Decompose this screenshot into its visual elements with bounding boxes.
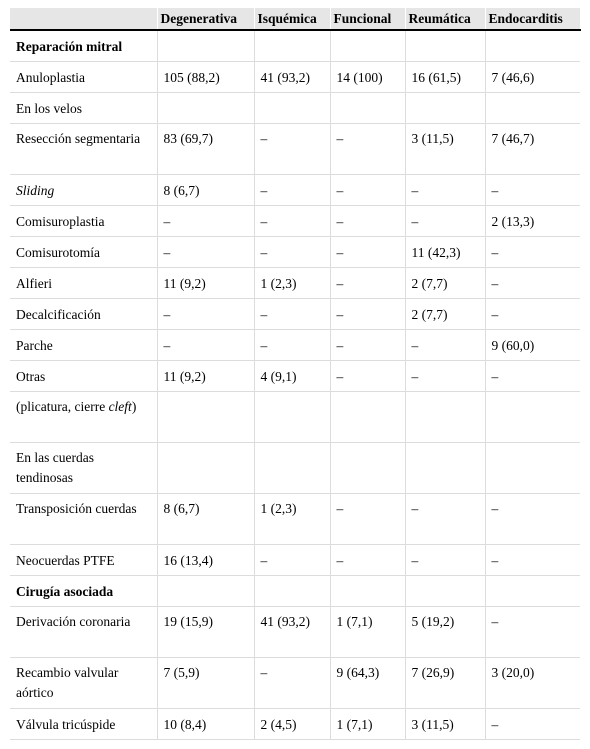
table-cell [330,93,405,124]
table-cell: 10 (8,4) [157,709,254,740]
row-label-italic: cleft [108,399,132,414]
table-cell: – [330,361,405,392]
row-label: Otras [10,361,157,392]
table-cell: 41 (93,2) [254,607,330,658]
table-row [10,124,580,175]
table-cell: 3 (11,5) [405,709,485,740]
table-row [10,494,580,545]
table-row [10,62,580,93]
header-row [10,8,580,30]
table-cell: – [405,361,485,392]
row-label: Decalcificación [10,299,157,330]
table-cell: – [157,206,254,237]
table-row [10,607,580,658]
table-cell: – [330,175,405,206]
table-cell: 1 (7,1) [330,709,405,740]
table-cell: – [254,175,330,206]
table-cell: – [405,545,485,576]
table-row [10,443,580,494]
row-label-text: (plicatura, cierre [16,399,109,414]
row-label: Anuloplastia [10,62,157,93]
table-cell [254,443,330,494]
row-label: Sliding [10,175,157,206]
table-cell: – [330,545,405,576]
table-cell: 9 (60,0) [485,330,580,361]
row-label: Derivación coronaria [10,607,157,658]
table-cell: 9 (64,3) [330,658,405,709]
section-row [10,30,580,62]
table-cell: 8 (6,7) [157,175,254,206]
table-cell: 3 (20,0) [485,658,580,709]
table-cell: 83 (69,7) [157,124,254,175]
table-cell [485,30,580,62]
table-cell [485,93,580,124]
results-table [10,8,581,740]
table-row [10,658,580,709]
table-cell: 11 (9,2) [157,268,254,299]
row-label: Parche [10,330,157,361]
header-funcional: Funcional [330,8,405,30]
table-cell: 1 (2,3) [254,494,330,545]
table-cell [330,30,405,62]
table-cell [485,443,580,494]
table-cell: 14 (100) [330,62,405,93]
table-row [10,330,580,361]
table-cell: – [254,658,330,709]
header-degenerativa: Degenerativa [157,8,254,30]
table-cell: – [330,206,405,237]
table-cell [330,392,405,443]
table-cell: – [405,175,485,206]
table-cell: 7 (5,9) [157,658,254,709]
row-label: Transposición cuerdas [10,494,157,545]
table-cell: 7 (46,7) [485,124,580,175]
table-cell: 105 (88,2) [157,62,254,93]
table-cell: – [330,237,405,268]
table-cell: 2 (7,7) [405,268,485,299]
section-row [10,576,580,607]
row-label: En las cuerdas tendinosas [10,443,157,494]
table-cell: – [254,330,330,361]
header-isquemica: Isquémica [254,8,330,30]
table-cell: 2 (13,3) [485,206,580,237]
table-cell [254,93,330,124]
table-cell: – [485,268,580,299]
table-cell: – [485,237,580,268]
table-cell: – [330,299,405,330]
table-cell: 19 (15,9) [157,607,254,658]
table-row [10,93,580,124]
row-label: Resección segmentaria [10,124,157,175]
table-cell: – [485,607,580,658]
table-cell: 1 (7,1) [330,607,405,658]
table-cell: 7 (46,6) [485,62,580,93]
table-cell: – [157,299,254,330]
table-cell: – [330,330,405,361]
table-cell: – [405,206,485,237]
table-cell: 11 (42,3) [405,237,485,268]
table-cell [157,30,254,62]
row-label: Neocuerdas PTFE [10,545,157,576]
table-cell: – [405,330,485,361]
table-cell [330,443,405,494]
table-cell: – [254,545,330,576]
table-cell: – [157,237,254,268]
table-cell: – [157,330,254,361]
table-cell [405,30,485,62]
table-cell [405,392,485,443]
table-row [10,237,580,268]
table-cell: 8 (6,7) [157,494,254,545]
table-cell: 41 (93,2) [254,62,330,93]
table-row [10,268,580,299]
header-cell-empty [10,8,157,30]
table-cell: – [330,494,405,545]
table-cell: – [405,494,485,545]
table-cell [405,93,485,124]
header-reumatica: Reumática [405,8,485,30]
table-cell: – [485,361,580,392]
table-cell: – [330,268,405,299]
row-label-tail: ) [131,399,137,414]
table-cell: – [485,545,580,576]
table-cell: – [330,124,405,175]
table-cell [254,392,330,443]
table-cell: 2 (7,7) [405,299,485,330]
table-cell [157,576,254,607]
row-label: Reparación mitral [10,30,157,62]
table-cell [157,93,254,124]
table-cell [254,30,330,62]
table-row [10,545,580,576]
table-cell: 2 (4,5) [254,709,330,740]
row-label: Recambio valvular aórtico [10,658,157,709]
table-cell [157,443,254,494]
row-label: Cirugía asociada [10,576,157,607]
row-label [10,392,157,443]
table-cell: – [254,124,330,175]
table-cell: 7 (26,9) [405,658,485,709]
table-cell [330,576,405,607]
table-cell: 11 (9,2) [157,361,254,392]
table-row [10,361,580,392]
table-cell: – [485,494,580,545]
table-cell: 3 (11,5) [405,124,485,175]
table-row [10,175,580,206]
table-cell [405,443,485,494]
table-cell [485,576,580,607]
table-row [10,709,580,740]
table-cell: – [485,299,580,330]
table-cell: 1 (2,3) [254,268,330,299]
table-cell: – [485,175,580,206]
row-label: Comisuroplastia [10,206,157,237]
row-label: Alfieri [10,268,157,299]
table-cell: – [254,237,330,268]
table-row [10,206,580,237]
row-label: Comisurotomía [10,237,157,268]
table-cell [485,392,580,443]
table-cell: – [254,206,330,237]
row-label: Válvula tricúspide [10,709,157,740]
table-cell: 5 (19,2) [405,607,485,658]
table-cell: – [254,299,330,330]
table-cell [405,576,485,607]
table-cell [157,392,254,443]
row-label: En los velos [10,93,157,124]
table-cell: 16 (13,4) [157,545,254,576]
header-endocarditis: Endocarditis [485,8,580,30]
table-cell [254,576,330,607]
table-row [10,392,580,443]
table-cell: – [485,709,580,740]
table-cell: 16 (61,5) [405,62,485,93]
table-row [10,299,580,330]
table-cell: 4 (9,1) [254,361,330,392]
